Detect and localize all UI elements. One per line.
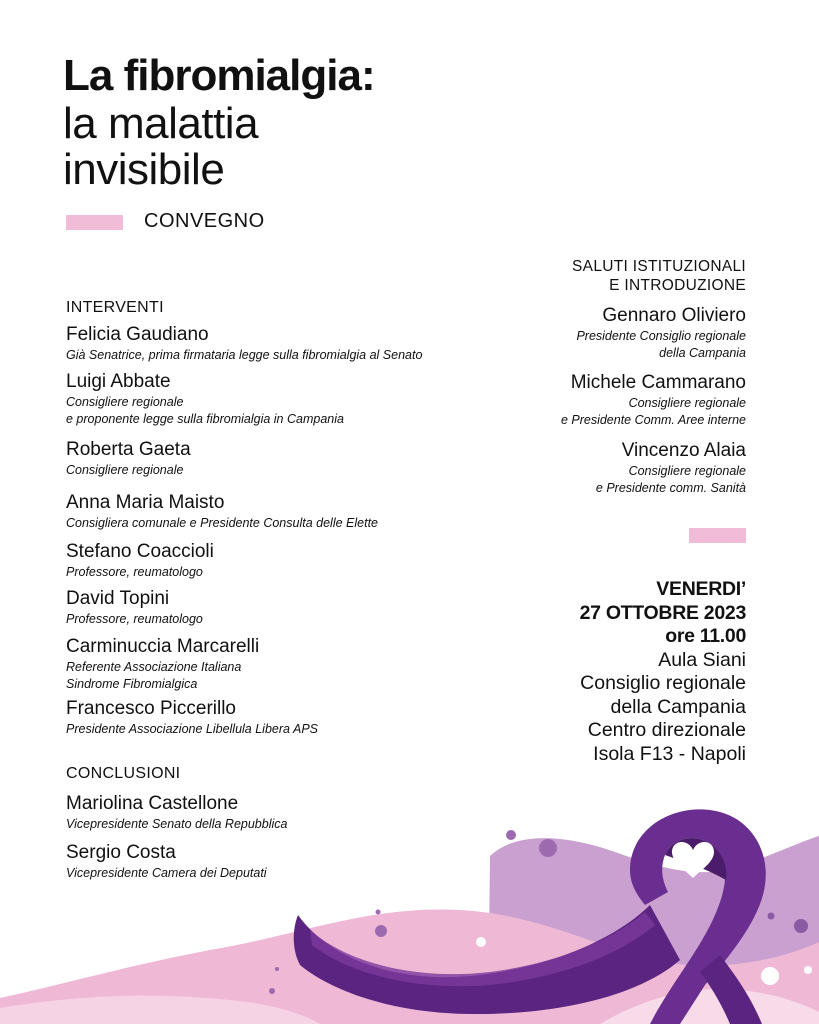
saluti-section bbox=[426, 257, 746, 497]
speaker-name: Sergio Costa bbox=[66, 842, 176, 863]
event-time: ore 11.00 bbox=[665, 625, 746, 647]
event-date: 27 OTTOBRE 2023 bbox=[579, 601, 746, 624]
speaker-role: Consigliere regionale e Presidente comm. Sanità bbox=[595, 464, 746, 495]
conclusioni-section bbox=[66, 765, 506, 882]
accent-bar bbox=[66, 215, 123, 230]
speaker-name: Stefano Coaccioli bbox=[66, 541, 214, 562]
speaker-name: Michele Cammarano bbox=[570, 372, 746, 393]
event-venue-line: Centro direzionale bbox=[587, 719, 746, 741]
speaker-name: Anna Maria Maisto bbox=[66, 492, 225, 513]
speaker-name: Luigi Abbate bbox=[66, 371, 171, 392]
title-line-2: la malattia bbox=[63, 99, 259, 148]
speaker-role: Consigliere regionale e Presidente Comm. Aree interne bbox=[560, 396, 746, 427]
accent-bar bbox=[689, 528, 746, 543]
speaker-role: Consigliere regionale e proponente legge sulla fibromialgia in Campania bbox=[66, 395, 344, 426]
speaker-role: Consigliera comunale e Presidente Consulta delle Elette bbox=[66, 516, 378, 530]
event-day: VENERDI’ bbox=[656, 578, 746, 600]
speaker-name: Roberta Gaeta bbox=[66, 439, 191, 460]
event-venue-line: Aula Siani bbox=[658, 648, 746, 671]
speaker-name: Francesco Piccerillo bbox=[66, 698, 236, 719]
speaker-name: Carminuccia Marcarelli bbox=[66, 636, 260, 657]
speaker-role: Vicepresidente Camera dei Deputati bbox=[66, 866, 267, 880]
event-venue-line: della Campania bbox=[610, 695, 746, 718]
speaker-name: Mariolina Castellone bbox=[66, 793, 239, 814]
speaker-name: David Topini bbox=[66, 588, 170, 609]
speaker-role: Consigliere regionale bbox=[66, 463, 184, 477]
speaker-role: Vicepresidente Senato della Repubblica bbox=[66, 817, 288, 831]
interventi-label: INTERVENTI bbox=[66, 299, 164, 316]
event-venue-line: Consiglio regionale bbox=[580, 672, 746, 694]
title-line-3: invisibile bbox=[63, 145, 225, 194]
speaker-role: Professore, reumatologo bbox=[66, 612, 203, 626]
conclusioni-label: CONCLUSIONI bbox=[66, 765, 181, 782]
speaker-role: Referente Associazione Italiana Sindrome Fibromialgica bbox=[66, 660, 242, 691]
subtitle: CONVEGNO bbox=[144, 210, 265, 232]
speaker-role: Presidente Associazione Libellula Libera APS bbox=[66, 722, 319, 736]
saluti-label: SALUTI ISTITUZIONALI E INTRODUZIONE bbox=[572, 258, 746, 294]
event-info bbox=[580, 578, 746, 766]
speaker-name: Vincenzo Alaia bbox=[621, 440, 746, 461]
speaker-role: Professore, reumatologo bbox=[66, 565, 203, 579]
speaker-name: Gennaro Oliviero bbox=[602, 305, 746, 326]
speaker-role: Già Senatrice, prima firmataria legge sulla fibromialgia al Senato bbox=[66, 348, 423, 362]
event-venue-line: Isola F13 - Napoli bbox=[593, 742, 746, 765]
title-line-1: La fibromialgia: bbox=[63, 51, 375, 100]
speaker-name: Felicia Gaudiano bbox=[66, 324, 209, 345]
speaker-role: Presidente Consiglio regionale della Campania bbox=[576, 329, 746, 360]
